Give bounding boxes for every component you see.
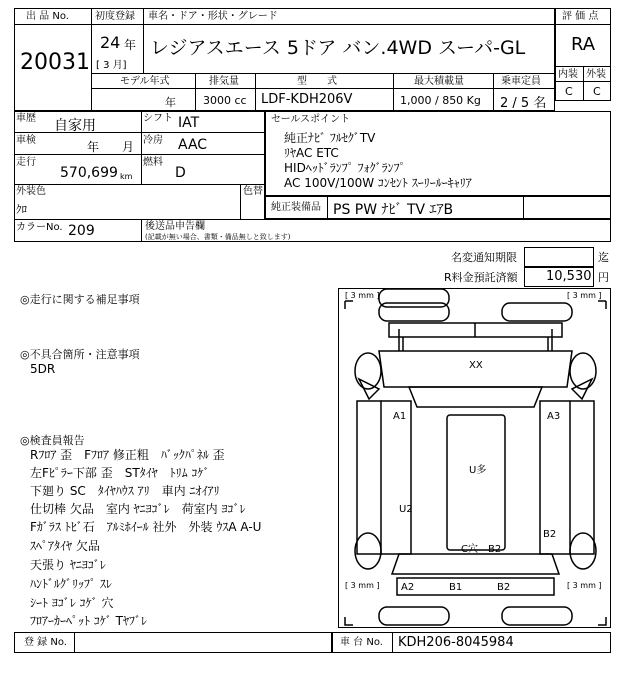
color-number: 209 (68, 223, 95, 239)
fuel-label: 燃料 (143, 157, 163, 168)
history: 自家用 (54, 118, 96, 134)
damage-mark-rear-door: C穴 B2 (461, 544, 502, 555)
tire-depth-front-right: [ 3 mm ] (567, 291, 602, 300)
color-change-label: 色替 (243, 186, 263, 197)
color-number-label: カラーNo. (16, 222, 63, 233)
exterior-grade: C (593, 85, 601, 98)
inspector-line: ｼｰﾄ ﾖｺﾞﾚ ｺｹﾞ 穴 (30, 596, 114, 610)
recycle-fee: 10,530 (546, 269, 592, 284)
type-value: LDF-KDH206V (261, 92, 353, 107)
exterior-color-label: 外装色 (16, 186, 46, 197)
car-name-label: 車名・ドア・形状・グレード (148, 11, 278, 22)
max-load: 1,000 / 850 Kg (400, 94, 481, 107)
inspector-line: 左Fﾋﾟﾗｰ下部 歪 STﾀｲﾔ ﾄﾘﾑ ｺｹﾞ (30, 466, 210, 480)
damage-mark-roof: U多 (469, 465, 487, 476)
damage-mark-rear-bumper-center: B1 (449, 582, 463, 593)
mileage-label: 走行 (16, 157, 36, 168)
aftermarket-label: 後送品申告欄 (145, 221, 205, 232)
capacity-label: 乗車定員 (501, 76, 541, 87)
damage-mark-left-rear: U2 (399, 504, 413, 515)
first-registration-year: 24 (100, 33, 121, 52)
mileage-unit: km (120, 172, 133, 181)
fuel: D (175, 165, 186, 181)
vehicle-diagram (338, 288, 611, 628)
registration-number-label: 登 録 No. (24, 637, 67, 648)
recycle-fee-unit: 円 (598, 271, 609, 284)
lot-number: 20031 (20, 50, 90, 75)
exterior-color: ｸﾛ (16, 203, 27, 216)
inspector-line: Rﾌﾛｱ 歪 Fﾌﾛｱ 修正粗 ﾊﾞｯｸﾊﾟﾈﾙ 歪 (30, 448, 225, 462)
first-registration-month: [ 3 月] (96, 60, 127, 71)
aftermarket-note: (記載が無い場合、書類・備品無しと致します) (145, 233, 291, 241)
inspection-month: 月 (122, 140, 135, 154)
chassis-number-label: 車 台 No. (340, 637, 383, 648)
shift-label: シフト (143, 113, 173, 124)
inspector-line: 仕切棒 欠品 室内 ﾔﾆﾖｺﾞﾚ 荷室内 ﾖｺﾞﾚ (30, 502, 246, 516)
car-name: レジアスエース 5ドア バン.4WD スーパ-GL (150, 37, 526, 59)
chassis-number: KDH206-8045984 (398, 635, 514, 650)
damage-mark-right-front: A3 (547, 411, 561, 422)
equipment: PS PW ﾅﾋﾞ TV ｴｱB (333, 202, 454, 218)
defect-notes-title: ◎不具合箇所・注意事項 (20, 348, 140, 361)
damage-mark-rear-bumper-left: A2 (401, 582, 415, 593)
defect-note-line: 5DR (30, 362, 56, 376)
exterior-label: 外装 (586, 69, 606, 80)
inspector-line: 天張り ﾔﾆﾖｺﾞﾚ (30, 558, 106, 572)
inspector-line: 下廻り SC ﾀｲﾔﾊｳｽ ｱﾘ 車内 ﾆｵｲｱﾘ (30, 484, 220, 498)
sales-point-line: HIDﾍｯﾄﾞﾗﾝﾌﾟ ﾌｫｸﾞﾗﾝﾌﾟ (284, 161, 406, 175)
mileage: 570,699 (60, 165, 118, 181)
tire-depth-front-left: [ 3 mm ] (345, 291, 380, 300)
interior-grade: C (565, 85, 573, 98)
displacement-label: 排気量 (209, 76, 239, 87)
name-change-deadline-box (524, 247, 594, 267)
damage-mark-left-front: A1 (393, 411, 407, 422)
shift: IAT (178, 115, 200, 131)
driving-notes-title: ◎走行に関する補足事項 (20, 293, 140, 306)
first-registration-label: 初度登録 (95, 11, 135, 22)
displacement: 3000 cc (203, 94, 247, 107)
inspector-report-title: ◎検査員報告 (20, 434, 85, 447)
deadline-unit: 迄 (598, 251, 609, 264)
interior-label: 内装 (558, 69, 578, 80)
equipment-label: 純正装備品 (271, 202, 321, 213)
inspector-line: Fｶﾞﾗｽ ﾄﾋﾞ石 ｱﾙﾐﾎｲｰﾙ 社外 外装 ｳｽA A-U (30, 520, 262, 534)
sales-point-line: 純正ﾅﾋﾞ ﾌﾙｾｸﾞTV (284, 131, 376, 145)
max-load-label: 最大積載量 (414, 76, 464, 87)
grade-score: RA (571, 34, 596, 55)
damage-mark-right-rear: B2 (543, 529, 557, 540)
ac-label: 冷房 (143, 135, 163, 146)
damage-mark-hood: XX (469, 360, 483, 371)
model-year-unit: 年 (165, 96, 176, 109)
recycle-fee-label: R料金預託済額 (444, 271, 518, 284)
inspection-year: 年 (87, 140, 100, 154)
tire-depth-rear-right: [ 3 mm ] (567, 581, 602, 590)
ac: AAC (178, 137, 208, 153)
type-label: 型 式 (297, 76, 337, 87)
sales-point-line: ﾘﾔAC ETC (284, 146, 339, 160)
lot-number-label: 出 品 No. (26, 11, 69, 22)
name-change-deadline-label: 名変通知期限 (451, 251, 517, 264)
inspector-line: ﾊﾝﾄﾞﾙｸﾞﾘｯﾌﾟ ｽﾚ (30, 577, 112, 591)
inspector-line: ｽﾍﾟｱﾀｲﾔ 欠品 (30, 539, 100, 553)
vehicle-outline (339, 289, 612, 629)
details-box (14, 111, 265, 220)
sales-points-label: セールスポイント (271, 114, 351, 125)
sales-point-line: AC 100V/100W ｺﾝｾﾝﾄ ｽｰﾘｰﾙｰｷｬﾘｱ (284, 176, 472, 190)
inspection-label: 車検 (16, 135, 36, 146)
year-unit: 年 (124, 38, 137, 52)
damage-mark-rear-bumper-right: B2 (497, 582, 511, 593)
inspector-line: ﾌﾛｱｰｶｰﾍﾟｯﾄ ｺｹﾞ Tﾔﾌﾞﾚ (30, 614, 147, 628)
capacity: 2 / 5 名 (500, 96, 547, 111)
history-label: 車歴 (16, 113, 36, 124)
tire-depth-rear-left: [ 3 mm ] (345, 581, 380, 590)
grade-label: 評 価 点 (562, 11, 599, 22)
model-year-label: モデル年式 (120, 76, 170, 87)
